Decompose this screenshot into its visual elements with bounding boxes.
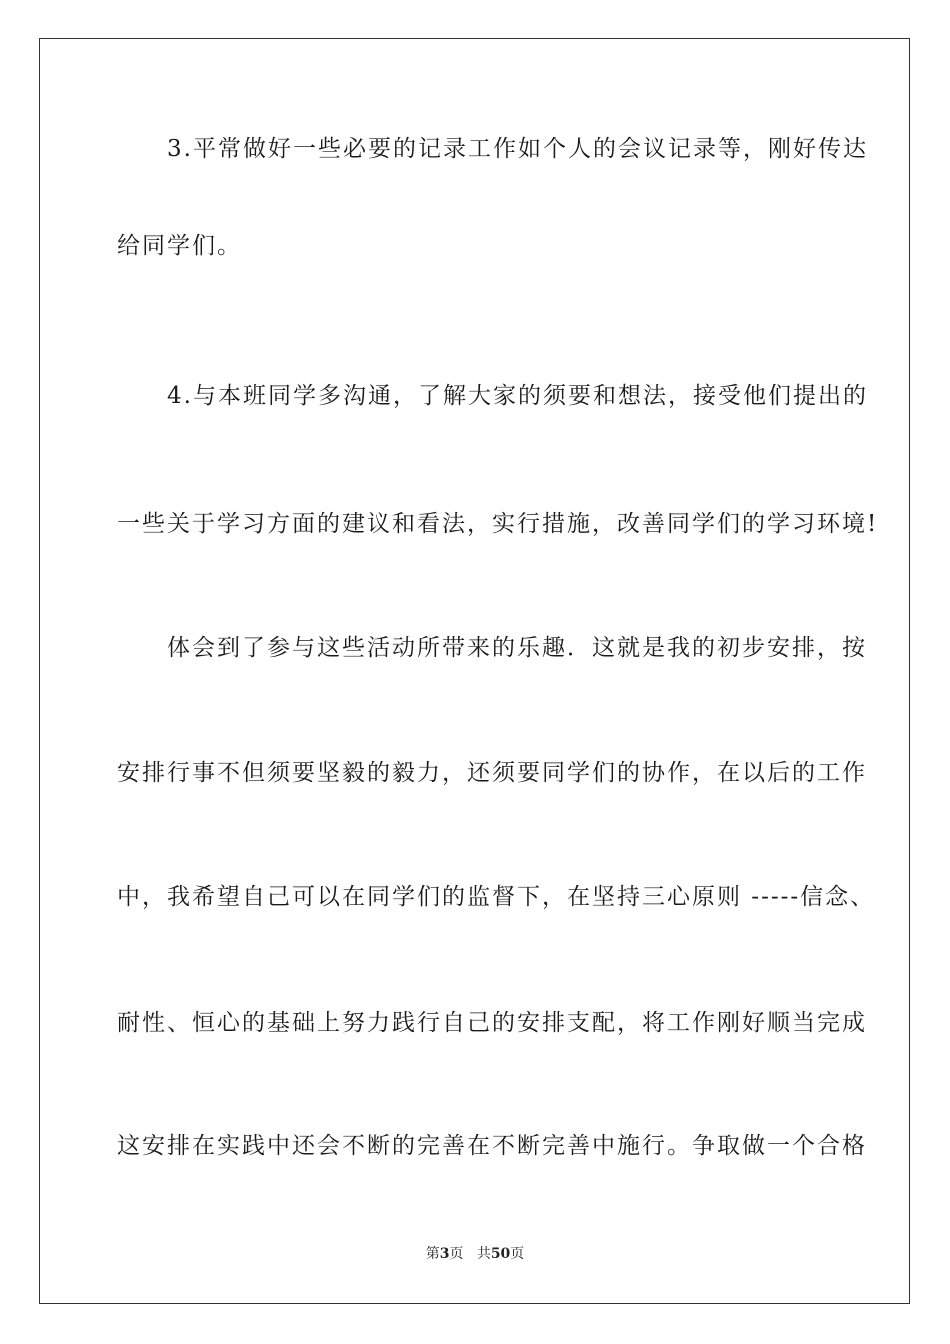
footer-total-prefix: 共 xyxy=(476,1246,491,1262)
text-line-1: 3.平常做好一些必要的记录工作如个人的会议记录等，刚好传达 xyxy=(117,136,868,162)
footer-total-pages: 50 xyxy=(490,1246,511,1262)
text-line-9: 这安排在实践中还会不断的完善在不断完善中施行。争取做一个合格 xyxy=(117,1133,867,1159)
text-line-8: 耐性、恒心的基础上努力践行自己的安排支配，将工作刚好顺当完成 xyxy=(117,1010,867,1036)
page-border xyxy=(39,38,910,1304)
text-line-5: 体会到了参与这些活动所带来的乐趣．这就是我的初步安排，按 xyxy=(117,635,867,661)
footer-prefix: 第 xyxy=(425,1246,440,1262)
text-line-6: 安排行事不但须要坚毅的毅力，还须要同学们的协作，在以后的工作 xyxy=(117,760,867,786)
text-line-7: 中，我希望自己可以在同学们的监督下，在坚持三心原则 -----信念、 xyxy=(117,884,876,910)
page-footer xyxy=(0,1244,950,1264)
text-line-3: 4.与本班同学多沟通，了解大家的须要和想法，接受他们提出的 xyxy=(117,383,868,409)
footer-page-number: 3 xyxy=(439,1246,450,1262)
footer-total-suffix: 页 xyxy=(510,1246,525,1262)
footer-page-suffix: 页 xyxy=(449,1246,464,1262)
text-line-2: 给同学们。 xyxy=(117,233,242,259)
text-line-4: 一些关于学习方面的建议和看法，实行措施，改善同学们的学习环境! xyxy=(117,511,879,537)
